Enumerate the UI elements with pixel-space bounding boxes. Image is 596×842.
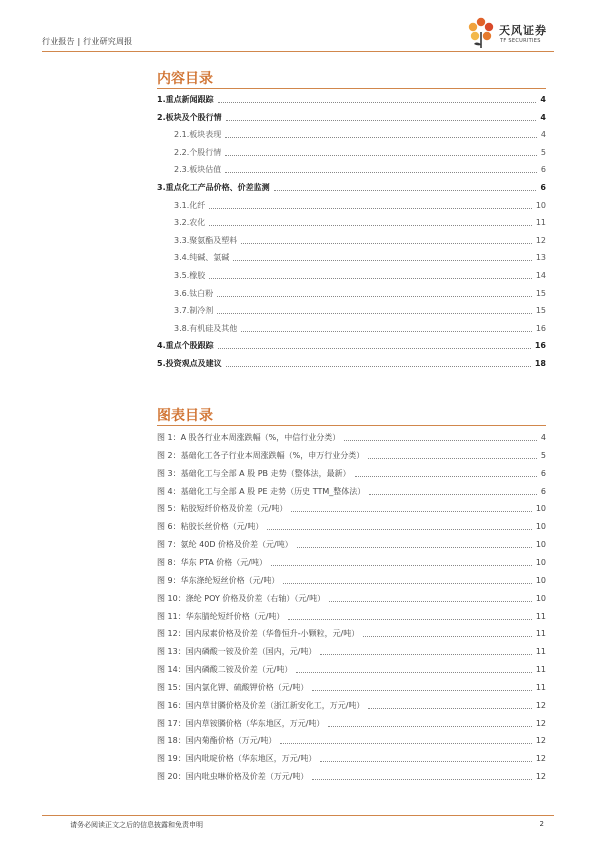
- figure-entry-page: 11: [535, 629, 546, 639]
- figure-entry[interactable]: [157, 625, 546, 639]
- dot-leader: [233, 259, 532, 261]
- dot-leader: [368, 457, 537, 459]
- figure-entry-label: 图 3：基础化工与全部 A 股 PB 走势（整体法，最新）: [157, 468, 351, 478]
- toc-entry-label: 5.投资观点及建议: [157, 359, 222, 368]
- toc-entry[interactable]: [157, 91, 546, 105]
- figure-entry-label: 图 10：涤纶 POY 价格及价差（右轴）（元/吨）: [157, 593, 326, 603]
- toc-entry-label: 3.重点化工产品价格、价差监测: [157, 183, 270, 192]
- dot-leader: [209, 277, 532, 279]
- toc-entry-page: 18: [534, 359, 546, 368]
- figure-entry[interactable]: [157, 536, 546, 550]
- toc-entry-page: 16: [534, 341, 546, 351]
- toc-entry-label: 1.重点新闻跟踪: [157, 95, 214, 104]
- figure-entry[interactable]: [157, 679, 546, 693]
- toc-entry[interactable]: [174, 249, 546, 263]
- dot-leader: [328, 725, 531, 727]
- figure-entry-page: 11: [535, 611, 546, 621]
- figure-entry-label: 图 4：基础化工与全部 A 股 PE 走势（历史 TTM_整体法）: [157, 486, 366, 496]
- figure-entry[interactable]: [157, 500, 546, 514]
- toc-entry-label: 3.2.农化: [174, 218, 206, 228]
- dot-leader: [217, 295, 532, 297]
- toc-entry-page: 6: [540, 183, 546, 192]
- figure-entry-page: 10: [535, 522, 546, 532]
- toc-entry-page: 4: [540, 130, 546, 140]
- figure-entry-page: 10: [535, 557, 546, 567]
- dot-leader: [226, 119, 537, 121]
- toc-entry[interactable]: [174, 126, 546, 140]
- toc-entry[interactable]: [157, 179, 546, 193]
- figure-entry-page: 10: [535, 593, 546, 603]
- dot-leader: [283, 582, 531, 584]
- dot-leader: [329, 600, 532, 602]
- dot-leader: [225, 171, 537, 173]
- flower-logo-icon: [466, 17, 496, 49]
- dot-leader: [217, 312, 532, 314]
- dot-leader: [355, 475, 537, 477]
- figure-entry[interactable]: [157, 429, 546, 443]
- dot-leader: [274, 189, 537, 191]
- dot-leader: [241, 330, 532, 332]
- dot-leader: [209, 224, 532, 226]
- toc-entry-page: 11: [535, 218, 546, 228]
- dot-leader: [225, 154, 537, 156]
- figures-title-rule: [157, 425, 546, 426]
- figure-entry-page: 12: [535, 718, 546, 728]
- dot-leader: [312, 778, 531, 780]
- toc-entry-page: 4: [540, 112, 546, 122]
- figure-entry-label: 图 16：国内草甘膦价格及价差（浙江新安化工，万元/吨）: [157, 700, 365, 710]
- dot-leader: [363, 635, 532, 637]
- figure-entry-page: 11: [535, 665, 546, 675]
- contents-title: 内容目录: [157, 71, 213, 87]
- toc-entry-label: 3.7.制冷剂: [174, 306, 214, 316]
- toc-entry-label: 2.板块及个股行情: [157, 112, 222, 122]
- toc-entry-label: 2.3.板块估值: [174, 165, 222, 175]
- figure-entry-label: 图 8：华东 PTA 价格（元/吨）: [157, 557, 267, 567]
- figure-entry-label: 图 2：基础化工各子行业本周涨跌幅（%，申万行业分类）: [157, 450, 365, 460]
- toc-entry-label: 3.3.聚氨酯及塑料: [174, 235, 238, 245]
- figure-entry[interactable]: [157, 608, 546, 622]
- toc-entry[interactable]: [157, 109, 546, 123]
- figure-entry-label: 图 1：A 股各行业本周涨跌幅（%，中信行业分类）: [157, 433, 341, 442]
- toc-entry-page: 6: [540, 165, 546, 175]
- figure-entry-label: 图 7：氨纶 40D 价格及价差（元/吨）: [157, 540, 293, 550]
- dot-leader: [218, 101, 537, 103]
- figure-entry-page: 6: [540, 468, 546, 478]
- figure-entry-page: 11: [535, 647, 546, 657]
- toc-entry[interactable]: [174, 232, 546, 246]
- figure-entry-page: 6: [540, 486, 546, 496]
- figure-entry[interactable]: [157, 572, 546, 586]
- figure-entry[interactable]: [157, 732, 546, 746]
- figure-entry-label: 图 19：国内吡啶价格（华东地区，万元/吨）: [157, 754, 317, 764]
- figure-entry-label: 图 12：国内尿素价格及价差（华鲁恒升-小颗粒，元/吨）: [157, 629, 360, 639]
- figure-entry[interactable]: [157, 768, 546, 782]
- toc-entry-page: 12: [535, 235, 546, 245]
- toc-entry[interactable]: [157, 337, 546, 351]
- logo-chinese-name: 天风证券: [499, 24, 547, 37]
- figure-entry-label: 图 6：粘胶长丝价格（元/吨）: [157, 522, 264, 532]
- dot-leader: [218, 347, 531, 349]
- toc-entry[interactable]: [174, 197, 546, 211]
- figure-entry[interactable]: [157, 447, 546, 461]
- toc-entry-label: 3.8.有机硅及其他: [174, 323, 238, 333]
- figure-entry-page: 5: [540, 450, 546, 460]
- toc-entry-page: 15: [535, 306, 546, 316]
- figure-entry-page: 10: [535, 540, 546, 550]
- toc-entry-label: 3.4.纯碱、氯碱: [174, 253, 230, 263]
- figure-entry-label: 图 13：国内磷酸一铵及价差（国内，元/吨）: [157, 647, 317, 657]
- figure-entry[interactable]: [157, 465, 546, 479]
- dot-leader: [368, 707, 531, 709]
- footer-divider: [42, 815, 554, 816]
- figure-entry-label: 图 9：华东涤纶短丝价格（元/吨）: [157, 575, 280, 585]
- dot-leader: [226, 365, 531, 367]
- header-divider: [42, 51, 554, 52]
- dot-leader: [320, 760, 531, 762]
- dot-leader: [320, 653, 531, 655]
- figure-entry-page: 12: [535, 736, 546, 746]
- figure-entry[interactable]: [157, 661, 546, 675]
- toc-entry-label: 4.重点个股跟踪: [157, 341, 214, 351]
- toc-entry[interactable]: [174, 214, 546, 228]
- figure-entry[interactable]: [157, 697, 546, 711]
- company-logo: [466, 17, 556, 51]
- dot-leader: [225, 136, 537, 138]
- dot-leader: [288, 618, 531, 620]
- figure-entry-label: 图 17：国内草铵膦价格（华东地区，万元/吨）: [157, 718, 325, 728]
- dot-leader: [291, 510, 531, 512]
- dot-leader: [241, 242, 532, 244]
- logo-english-name: TF SECURITIES: [500, 38, 541, 44]
- figure-entry[interactable]: [157, 483, 546, 497]
- toc-entry-label: 2.2.个股行情: [174, 147, 222, 157]
- toc-entry[interactable]: [174, 144, 546, 158]
- figure-entry-page: 10: [535, 575, 546, 585]
- toc-entry-page: 4: [540, 95, 546, 104]
- toc-entry-page: 13: [535, 253, 546, 263]
- dot-leader: [296, 671, 531, 673]
- figure-entry-page: 12: [535, 754, 546, 764]
- figure-entry-page: 11: [535, 682, 546, 692]
- figure-entry-label: 图 11：华东腈纶短纤价格（元/吨）: [157, 611, 285, 621]
- figure-entry-label: 图 5：粘胶短纤价格及价差（元/吨）: [157, 504, 288, 514]
- toc-entry-page: 15: [535, 288, 546, 298]
- toc-entry-label: 3.6.钛白粉: [174, 288, 214, 298]
- figure-entry[interactable]: [157, 643, 546, 657]
- toc-entry[interactable]: [174, 267, 546, 281]
- toc-entry[interactable]: [174, 302, 546, 316]
- footer-disclaimer: 请务必阅读正文之后的信息披露和免责申明: [70, 821, 203, 829]
- toc-entry[interactable]: [174, 161, 546, 175]
- report-type-label: 行业报告 | 行业研究周报: [42, 37, 133, 46]
- dot-leader: [312, 689, 531, 691]
- dot-leader: [369, 493, 537, 495]
- figure-entry-label: 图 15：国内氯化钾、硫酸钾价格（元/吨）: [157, 682, 309, 692]
- dot-leader: [344, 439, 537, 441]
- toc-entry[interactable]: [157, 355, 546, 369]
- toc-entry-page: 5: [540, 147, 546, 157]
- figure-entry[interactable]: [157, 518, 546, 532]
- toc-entry[interactable]: [174, 320, 546, 334]
- toc-entry[interactable]: [174, 285, 546, 299]
- figures-title: 图表目录: [157, 408, 213, 424]
- dot-leader: [267, 528, 531, 530]
- figure-entry-page: 12: [535, 772, 546, 782]
- toc-entry-label: 2.1.板块表现: [174, 130, 222, 140]
- toc-entry-page: 14: [535, 271, 546, 280]
- contents-title-rule: [157, 88, 546, 89]
- dot-leader: [271, 564, 532, 566]
- dot-leader: [297, 546, 532, 548]
- toc-entry-label: 3.5.橡胶: [174, 271, 206, 280]
- figure-entry-label: 图 14：国内磷酸二铵及价差（元/吨）: [157, 665, 293, 675]
- figure-entry[interactable]: [157, 715, 546, 729]
- figure-entry-page: 12: [535, 700, 546, 710]
- figure-entry-label: 图 18：国内菊酯价格（万元/吨）: [157, 736, 277, 746]
- toc-entry-page: 10: [535, 200, 546, 210]
- figure-entry[interactable]: [157, 750, 546, 764]
- figure-entry-label: 图 20：国内吡虫啉价格及价差（万元/吨）: [157, 772, 309, 782]
- page-number: 2: [539, 820, 544, 828]
- figure-entry[interactable]: [157, 590, 546, 604]
- dot-leader: [209, 207, 532, 209]
- figure-entry-page: 10: [535, 504, 546, 514]
- figure-entry-page: 4: [540, 433, 546, 442]
- toc-entry-page: 16: [535, 323, 546, 333]
- figure-entry[interactable]: [157, 554, 546, 568]
- dot-leader: [280, 742, 531, 744]
- toc-entry-label: 3.1.化纤: [174, 200, 206, 210]
